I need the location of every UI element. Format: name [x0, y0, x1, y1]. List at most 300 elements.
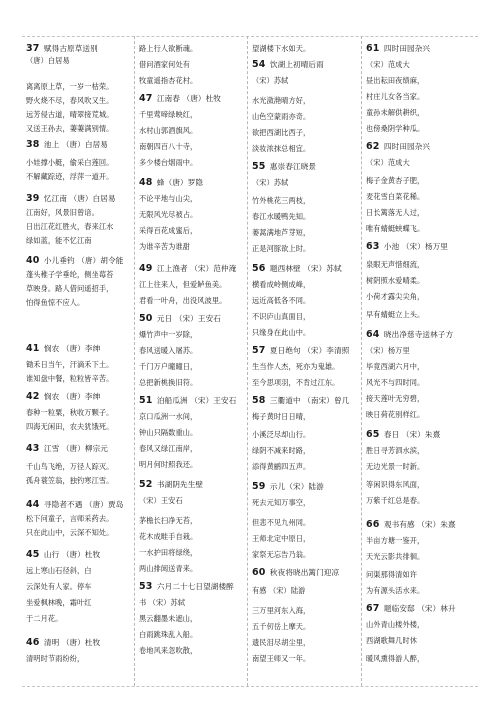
poem-title: [366, 142, 476, 152]
poem-title: [366, 604, 476, 614]
poem-line-text: 京口瓜洲一水间，: [139, 412, 198, 421]
poem-line: [139, 412, 245, 422]
poem-line-text: 至今思项羽，不肯过江东。: [252, 378, 340, 387]
poem-title: [26, 44, 132, 54]
poem-title-text: 清明 （唐）杜牧: [41, 638, 101, 647]
poem-title-text: 小池 （宋）杨万里: [381, 242, 448, 251]
poem-line-text: 花木成畦手自栽。: [139, 532, 198, 541]
poem-line: [366, 462, 476, 472]
poem-line: [26, 598, 132, 608]
poem-line-text: 山外青山楼外楼，: [366, 620, 425, 629]
poem-title: [366, 520, 476, 530]
poem-title-text: 六月二十七日望湖楼醉: [154, 582, 234, 591]
poem-title: [139, 178, 245, 188]
poem-line-text: 云深处有人家。停车: [26, 582, 92, 591]
poem-title: [139, 582, 245, 592]
poem-line-text: 南望王师又一年。: [252, 654, 311, 663]
poem-line: [26, 476, 132, 486]
poem-title: [139, 314, 245, 324]
poem-line: [252, 362, 359, 372]
poem-line-text: （宋）苏轼: [252, 178, 289, 187]
poem-line-text: 死去元知万事空，: [252, 498, 311, 507]
poem-title: [252, 396, 359, 406]
poem-column-1: [26, 36, 132, 686]
poem-line-text: 童孙未解供耕织，: [366, 108, 425, 117]
poem-line: [366, 176, 476, 186]
poem-line: [366, 586, 476, 596]
poem-title: [26, 194, 132, 204]
poem-title-text: 元日 （宋）王安石: [154, 314, 221, 323]
poem-line: [366, 92, 476, 102]
poem-line: [252, 550, 359, 560]
poem-line-text: 松下问童子，言师采药去。: [26, 514, 114, 523]
poem-line-text: 梅子黄时日日晴，: [252, 412, 311, 421]
poem-line-text: 欲把西湖比西子，: [252, 128, 311, 137]
poem-number: 38: [26, 139, 40, 150]
poem-line: [252, 518, 359, 528]
poem-line-text: （唐）白居易: [26, 56, 70, 65]
poem-line: [26, 528, 132, 538]
poem-line-text: 草映身。路人借问遥招手，: [26, 284, 114, 293]
poem-line-text: 昼出耘田夜绩麻，: [366, 76, 425, 85]
poem-line: [366, 410, 476, 420]
poem-line-text: 半亩方塘一鉴开，: [366, 536, 425, 545]
poem-line-text: 君看一叶舟，出没风波里。: [139, 296, 227, 305]
poem-line-text: 只缘身在此山中。: [252, 328, 311, 337]
poem-line-text: 怕得鱼惊不应人。: [26, 298, 85, 307]
poem-line-text: 于二月花。: [26, 614, 63, 623]
poem-column-2: [139, 36, 245, 686]
poem-line: [252, 112, 359, 122]
poem-line-text: 不识庐山真面目，: [252, 312, 311, 321]
poem-title-text: 江上渔者 （宋）范仲淹: [154, 264, 237, 273]
poem-line-text: 卷地风来忽吹散，: [139, 646, 198, 655]
poem-title: [139, 396, 245, 406]
poem-line-text: 蒌蒿满地芦芽短，: [252, 228, 311, 237]
poem-line-text: 五千仞岳上摩天。: [252, 622, 311, 631]
poem-number: 64: [366, 329, 380, 340]
column-divider: [361, 36, 362, 686]
poem-line-text: 茅檐长扫净无苔，: [139, 516, 198, 525]
poem-line: [366, 310, 476, 320]
poem-line: [139, 158, 245, 168]
poem-line: [252, 144, 359, 154]
poem-line-text: 正是河豚欲上时。: [252, 244, 311, 253]
poem-line: [252, 128, 359, 138]
poem-number: 37: [26, 43, 40, 54]
poem-line: [139, 460, 245, 470]
poem-line: [26, 408, 132, 418]
poem-line-text: 有感 （宋）陆游: [252, 586, 306, 595]
poem-line: [139, 330, 245, 340]
poem-title: [139, 480, 245, 490]
poem-line: [26, 56, 132, 66]
poem-line-text: 毕竟西湖六月中，: [366, 362, 425, 371]
poem-title: [26, 344, 132, 354]
poem-line: [139, 242, 245, 252]
poem-line: [139, 346, 245, 356]
poem-line: [252, 638, 359, 648]
poem-number: 54: [252, 59, 266, 70]
poem-line-text: 江南好，风景旧曾谙。: [26, 208, 99, 217]
poem-line: [139, 496, 245, 506]
poem-line: [139, 210, 245, 220]
poem-title-text: 赋得古原草送别: [41, 44, 98, 53]
poem-line: [252, 622, 359, 632]
poem-line: [252, 96, 359, 106]
poem-line-text: 路上行人欲断魂。: [139, 44, 198, 53]
poem-line: [252, 228, 359, 238]
poem-number: 57: [252, 345, 266, 356]
poem-line: [366, 292, 476, 302]
poem-title-text: 池上 （唐）白居易: [41, 140, 108, 149]
poem-line: [252, 296, 359, 306]
poem-line: [139, 226, 245, 236]
poem-line-text: 总把新桃换旧符。: [139, 378, 198, 387]
poem-line: [252, 412, 359, 422]
poem-line-text: （宋）王安石: [139, 496, 183, 505]
poem-line-text: 只在此山中，云深不知处。: [26, 528, 114, 537]
poem-title-text: 秋夜将晓出篱门迎凉: [267, 568, 340, 577]
poem-title-text: 夏日绝句 （宋）李清照: [267, 346, 350, 355]
poem-line-text: 坐爱枫林晚，霜叶红: [26, 598, 92, 607]
poem-line: [366, 362, 476, 372]
column-divider: [134, 36, 135, 686]
poem-line-text: 水村山郭酒旗风。: [139, 126, 198, 135]
poem-title-text: 晓出净慈寺送林子方: [381, 330, 454, 339]
poem-number: 67: [366, 603, 380, 614]
poem-line: [366, 192, 476, 202]
poem-line-text: 等闲识得东风面，: [366, 480, 425, 489]
poem-line-text: 南朝四百八十寺，: [139, 142, 198, 151]
poem-line-text: 采得百花成蜜后，: [139, 226, 198, 235]
poem-number: 42: [26, 391, 40, 402]
poem-line: [139, 378, 245, 388]
poem-title-text: 饮湖上初晴后雨: [267, 60, 324, 69]
poem-line: [26, 422, 132, 432]
poem-line-text: 暖风熏得游人醉，: [366, 654, 425, 663]
poem-line-text: 远芳侵古道，晴翠接荒城。: [26, 110, 114, 119]
poem-number: 39: [26, 193, 40, 204]
poem-line: [366, 552, 476, 562]
poem-line: [252, 196, 359, 206]
poem-line-text: 小娃撑小艇，偷采白莲回。: [26, 158, 114, 167]
poem-line: [139, 646, 245, 656]
poem-line-text: 春种一粒粟，秋收万颗子。: [26, 408, 114, 417]
poem-line: [366, 570, 476, 580]
poem-line-text: 书 （宋）苏轼: [139, 598, 186, 607]
poem-title: [139, 94, 245, 104]
poem-line-text: 早有蜻蜓立上头。: [366, 310, 425, 319]
poem-line-text: 牧童遥指杏花村。: [139, 76, 198, 85]
poem-line: [139, 44, 245, 54]
poem-title-text: 江雪 （唐）柳宗元: [41, 444, 108, 453]
poem-line: [139, 362, 245, 372]
poem-line: [26, 566, 132, 576]
poem-title: [252, 346, 359, 356]
poem-title-text: 观书有感 （宋）朱熹: [381, 520, 456, 529]
poem-title: [26, 256, 132, 266]
poem-line-text: 不论平地与山尖，: [139, 194, 198, 203]
poem-line: [366, 224, 476, 234]
poem-line: [139, 516, 245, 526]
poem-line-text: 明月何时照我还。: [139, 460, 198, 469]
poem-line-text: 谁知盘中餐，粒粒皆辛苦。: [26, 374, 114, 383]
poem-line-text: 一水护田将绿绕，: [139, 548, 198, 557]
poem-number: 59: [252, 481, 266, 492]
poem-line: [366, 536, 476, 546]
poem-line: [26, 654, 132, 664]
poem-line: [252, 44, 359, 54]
poem-number: 48: [139, 177, 153, 188]
poem-number: 63: [366, 241, 380, 252]
poem-line: [252, 244, 359, 254]
poem-line: [26, 284, 132, 294]
poem-line-text: 春江水暖鸭先知。: [252, 212, 311, 221]
poem-line: [252, 328, 359, 338]
poem-line: [366, 60, 476, 70]
poem-line: [139, 614, 245, 624]
poem-line-text: 天光云影共徘徊。: [366, 552, 425, 561]
poem-line-text: 千山鸟飞绝，万径人踪灭。: [26, 462, 114, 471]
poem-line-text: 接天莲叶无穷碧，: [366, 394, 425, 403]
poem-number: 43: [26, 443, 40, 454]
poem-line: [366, 496, 476, 506]
poem-line-text: 清明时节雨纷纷，: [26, 654, 85, 663]
poem-line: [252, 498, 359, 508]
poem-number: 60: [252, 567, 266, 578]
poem-line-text: 梅子金黄杏子肥，: [366, 176, 425, 185]
poem-line-text: 锄禾日当午，汗滴禾下土。: [26, 360, 114, 369]
poem-line-text: 白雨跳珠乱入船。: [139, 630, 198, 639]
poem-line-text: 麦花雪白菜花稀。: [366, 192, 425, 201]
poem-line: [252, 378, 359, 388]
poem-line-text: 黑云翻墨未遮山，: [139, 614, 198, 623]
poem-title: [366, 44, 476, 54]
poem-title: [252, 162, 359, 172]
poem-column-3: [252, 36, 359, 686]
poem-line: [139, 564, 245, 574]
poem-line: [26, 360, 132, 370]
poem-line: [252, 212, 359, 222]
poem-line: [139, 142, 245, 152]
poem-line-text: 望湖楼下水如天。: [252, 44, 311, 53]
poem-line: [139, 126, 245, 136]
poem-number: 58: [252, 395, 266, 406]
poem-line-text: 淡妆浓抹总相宜。: [252, 144, 311, 153]
poem-line: [252, 534, 359, 544]
poem-line: [139, 548, 245, 558]
poem-line-text: 三万里河东入海，: [252, 606, 311, 615]
poem-title-text: 示儿（宋）陆游: [267, 482, 324, 491]
poem-line-text: （宋）范成大: [366, 60, 410, 69]
poem-line: [26, 158, 132, 168]
poem-line-text: 借问酒家何处有: [139, 60, 191, 69]
poem-line-text: 问渠那得清如许: [366, 570, 418, 579]
poem-number: 50: [139, 313, 153, 324]
poem-line-text: 西湖歌舞几时休: [366, 636, 418, 645]
poem-line: [139, 630, 245, 640]
poem-line-text: 远上寒山石径斜，白: [26, 566, 92, 575]
poem-line-text: 春风送暖入屠苏。: [139, 346, 198, 355]
poem-line-text: 小溪泛尽却山行。: [252, 430, 311, 439]
poem-number: 45: [26, 549, 40, 560]
poem-title-text: 忆江南 （唐）白居易: [41, 194, 116, 203]
poem-line: [26, 462, 132, 472]
poem-line-text: 钟山只隔数重山。: [139, 428, 198, 437]
poem-line: [366, 480, 476, 490]
poem-line: [26, 82, 132, 92]
poem-line-text: 小荷才露尖尖角，: [366, 292, 425, 301]
poem-line-text: 爆竹声中一岁除，: [139, 330, 198, 339]
poem-number: 47: [139, 93, 153, 104]
poem-title: [252, 60, 359, 70]
poem-title: [252, 568, 359, 578]
poem-line: [252, 446, 359, 456]
poem-line: [139, 296, 245, 306]
poem-title-text: 题西林壁 （宋）苏轼: [267, 264, 342, 273]
poem-title-text: 四时田园杂兴: [381, 44, 431, 53]
poem-number: 53: [139, 581, 153, 592]
poem-line: [366, 394, 476, 404]
poem-line-text: 江上往来人，但爱鲈鱼美。: [139, 280, 227, 289]
poem-line-text: 无限风光尽被占。: [139, 210, 198, 219]
poem-line: [139, 598, 245, 608]
poem-line-text: 千门万户曈曈日，: [139, 362, 198, 371]
poem-title-text: 四时田园杂兴: [381, 142, 431, 151]
poem-line: [252, 462, 359, 472]
poem-title: [26, 550, 132, 560]
poem-line: [26, 172, 132, 182]
poem-line-text: 不解藏踪迹，浮萍一道开。: [26, 172, 114, 181]
poem-line: [26, 124, 132, 134]
poem-line: [139, 194, 245, 204]
poem-line-text: 唯有蜻蜓蛱蝶飞。: [366, 224, 425, 233]
poem-number: 51: [139, 395, 153, 406]
poem-line: [252, 280, 359, 290]
poem-number: 40: [26, 255, 40, 266]
poem-line: [26, 514, 132, 524]
poem-line-text: （宋）杨万里: [366, 346, 410, 355]
poem-line-text: 映日荷花别样红。: [366, 410, 425, 419]
poem-line-text: 横看成岭侧成峰，: [252, 280, 311, 289]
poem-line: [252, 312, 359, 322]
poem-line-text: 绿如蓝，能不忆江南: [26, 236, 92, 245]
poem-line: [139, 532, 245, 542]
poem-title: [252, 482, 359, 492]
poem-line-text: 绿阴不减来时路，: [252, 446, 311, 455]
poem-line-text: 泉眼无声惜细流，: [366, 260, 425, 269]
poem-line: [26, 582, 132, 592]
poem-line: [139, 444, 245, 454]
poem-title-text: 悯农 （唐）李绅: [41, 344, 101, 353]
poem-line: [252, 654, 359, 664]
poem-line-text: 又送王孙去，萋萋满别情。: [26, 124, 114, 133]
poem-title: [139, 264, 245, 274]
poem-line-text: 山色空蒙雨亦奇。: [252, 112, 311, 121]
poem-line: [26, 110, 132, 120]
poem-line: [252, 606, 359, 616]
poem-line-text: 胜日寻芳泗水滨，: [366, 446, 425, 455]
poem-line-text: 蓬头稚子学垂纶，侧坐莓苔: [26, 270, 114, 279]
poem-number: 65: [366, 429, 380, 440]
poem-line: [26, 270, 132, 280]
poem-line: [366, 446, 476, 456]
poem-title: [26, 392, 132, 402]
poem-line: [366, 636, 476, 646]
column-divider: [247, 36, 248, 686]
poem-line: [366, 260, 476, 270]
poem-line-text: 添得黄鹂四五声。: [252, 462, 311, 471]
poem-title-text: 小儿垂钓 （唐）胡令能: [41, 256, 124, 265]
poem-number: 62: [366, 141, 380, 152]
poem-line-text: 但悲不见九州同。: [252, 518, 311, 527]
poem-line: [366, 378, 476, 388]
poem-line: [26, 96, 132, 106]
poem-line: [366, 158, 476, 168]
poem-title: [26, 140, 132, 150]
bottom-divider: [22, 686, 478, 687]
poem-line: [366, 276, 476, 286]
poem-line: [252, 76, 359, 86]
poem-line-text: 无边光景一时新。: [366, 462, 425, 471]
poem-number: 56: [252, 263, 266, 274]
poem-title-text: 春日 （宋）朱熹: [381, 430, 441, 439]
poem-title-text: 蜂（唐）罗隐: [154, 178, 204, 187]
poem-line-text: 竹外桃花三两枝，: [252, 196, 311, 205]
poem-title: [26, 444, 132, 454]
poem-line: [252, 178, 359, 188]
poem-line: [139, 76, 245, 86]
poem-number: 52: [139, 479, 153, 490]
poem-line: [366, 208, 476, 218]
poem-line-text: 多少楼台烟雨中。: [139, 158, 198, 167]
poem-line-text: 风光不与四时同。: [366, 378, 425, 387]
poem-line: [26, 222, 132, 232]
poem-line-text: 野火烧不尽，春风吹又生。: [26, 96, 114, 105]
poem-line-text: 春风又绿江南岸，: [139, 444, 198, 453]
poem-line-text: 也傍桑阴学种瓜。: [366, 124, 425, 133]
poem-number: 55: [252, 161, 266, 172]
poem-line: [139, 428, 245, 438]
poem-line: [139, 60, 245, 70]
poem-line-text: 两山排闼送青来。: [139, 564, 198, 573]
poem-number: 61: [366, 43, 380, 54]
poem-line-text: 日出江花红胜火，春来江水: [26, 222, 114, 231]
poem-line: [366, 76, 476, 86]
poem-title-text: 三衢道中 （南宋）曾几: [267, 396, 350, 405]
poem-line-text: 日长篱落无人过，: [366, 208, 425, 217]
poem-line: [366, 108, 476, 118]
poem-number: 46: [26, 637, 40, 648]
poem-title-text: 悯农 （唐）李绅: [41, 392, 101, 401]
poem-line-text: 遗民泪尽胡尘里，: [252, 638, 311, 647]
poem-line-text: （宋）苏轼: [252, 76, 289, 85]
poem-line-text: 千里莺啼绿映红，: [139, 110, 198, 119]
poem-line: [26, 374, 132, 384]
poem-title-text: 题临安邸 （宋）林升: [381, 604, 456, 613]
poem-title-text: 寻隐者不遇 （唐）贾岛: [41, 500, 124, 509]
poem-title-text: 书湖阴先生壁: [154, 480, 204, 489]
poem-line-text: 孤舟蓑笠翁，独钓寒江雪。: [26, 476, 114, 485]
poem-line: [26, 208, 132, 218]
poem-column-4: [366, 36, 476, 686]
poem-title: [252, 264, 359, 274]
poem-line-text: （宋）范成大: [366, 158, 410, 167]
poem-number: 66: [366, 519, 380, 530]
poem-line: [26, 236, 132, 246]
poem-title: [366, 430, 476, 440]
